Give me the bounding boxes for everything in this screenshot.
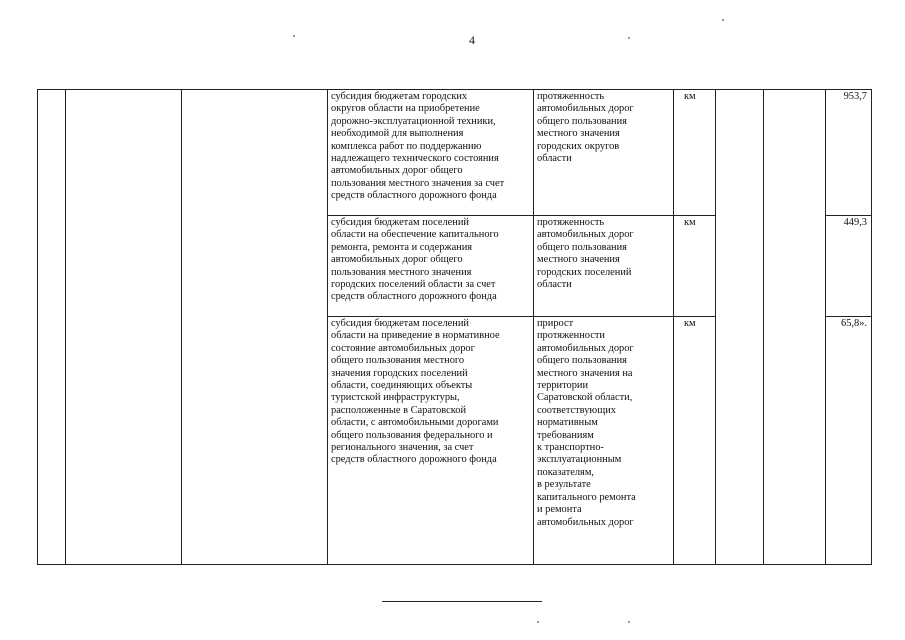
page-number: 4 xyxy=(469,33,475,47)
unit-of-measure: км xyxy=(674,216,716,317)
scan-speck xyxy=(722,19,724,21)
scan-speck xyxy=(628,37,630,39)
table-row xyxy=(38,90,872,216)
indicator-name: протяженность автомобильных дорог общего пользования местного значения городских округов области xyxy=(534,90,674,216)
indicator-value: 449,3 xyxy=(826,216,872,317)
scan-speck xyxy=(293,35,295,37)
subsidy-description: субсидия бюджетам поселений области на обеспечение капитального ремонта, ремонта и содержания автомобильных дорог общего пользования местного значения городских поселений области за счет средств областного дорожного фонда xyxy=(328,216,534,317)
table-cell-empty xyxy=(182,90,328,565)
footnote-divider xyxy=(382,601,542,602)
unit-of-measure: км xyxy=(674,90,716,216)
table-cell-empty xyxy=(764,90,826,565)
indicator-value: 953,7 xyxy=(826,90,872,216)
subsidy-table xyxy=(37,89,872,565)
table-cell-empty xyxy=(66,90,182,565)
indicator-name: прирост протяженности автомобильных дорог общего пользования местного значения на территории Саратовской области, соответствующих нормативным требованиям к транспортно- эксплуатационным показателям, в результате капитального ремонта и ремонта автомобильных дорог xyxy=(534,317,674,565)
subsidy-description: субсидия бюджетам городских округов области на приобретение дорожно-эксплуатационной техники, необходимой для выполнения комплекса работ по поддержанию надлежащего технического состояния автомобильных дорог общего пользования местного значения за счет средств областного дорожного фонда xyxy=(328,90,534,216)
unit-of-measure: км xyxy=(674,317,716,565)
scan-speck xyxy=(628,621,630,623)
subsidy-description: субсидия бюджетам поселений области на приведение в нормативное состояние автомобильных дорог общего пользования местного значения городских поселений области, соединяющих объекты туристской инфраструктуры, расположенные в Саратовской области, с автомобильными дорогами общего пользования федерального и регионального значения, за счет средств областного дорожного фонда xyxy=(328,317,534,565)
indicator-value: 65,8». xyxy=(826,317,872,565)
table-cell-empty xyxy=(716,90,764,565)
scan-speck xyxy=(537,621,539,623)
indicator-name: протяженность автомобильных дорог общего пользования местного значения городских поселений области xyxy=(534,216,674,317)
table-cell-empty xyxy=(38,90,66,565)
